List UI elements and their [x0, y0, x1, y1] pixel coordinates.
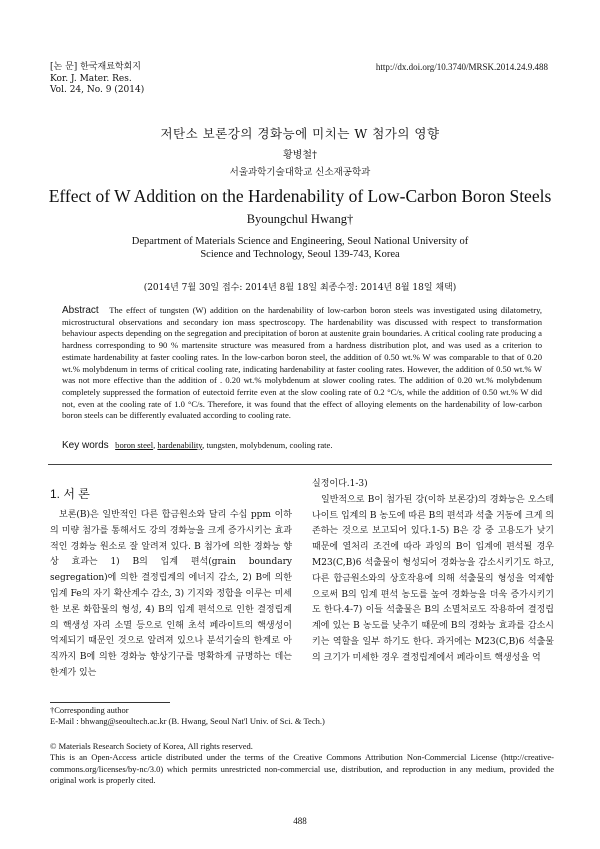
- corresponding-footnote: [50, 705, 554, 728]
- english-title: Effect of W Addition on the Hardenability of Low-Carbon Boron Steels: [48, 186, 552, 206]
- korean-title: 저탄소 보론강의 경화능에 미치는 W 첨가의 영향: [160, 126, 440, 141]
- author-email: E-Mail : bhwang@seoultech.ac.kr (B. Hwang, Seoul Nat'l Univ. of Sci. & Tech.): [50, 716, 325, 727]
- journal-line: Vol. 24, No. 9 (2014): [50, 85, 145, 95]
- corresponding-author: †Corresponding author: [50, 705, 129, 715]
- journal-info: [50, 62, 144, 97]
- copyright-notice: © Materials Research Society of Korea, All rights reserved.: [50, 741, 253, 751]
- keyword: molybdenum: [239, 440, 286, 450]
- keywords-label: Key words: [62, 440, 109, 451]
- license-footnote: [50, 741, 554, 787]
- paragraph: 보론(B)은 일반적인 다른 합금원소와 달리 수십 ppm 이하의 미량 첨가를 통해서도 강의 경화능을 크게 증가시키는 효과적인 경화능 원소로 잘 알려져 있다. B 첨가에 의한 경화능 향상 효과는 1) B의 입계 편석(grain boundary segregation)에 의한 결정립계의 에너지 감소, 2) B에 의한 입계 Fe의 자기 확산계수 감소, 3) 기지와 정합을 이루는 미세한 보론 화합물의 형성, 4) B의 입계 편석으로 인한 결정립계의 핵생성 자리 소멸 등으로 인해 초석 페라이트의 핵생성이 억제되기 때문인 것으로 알려져 있으나 분석기술의 한계로 아직까지 B에 의한 경화능 향상기구를 명확하게 규명하는 데는 한계가 있는: [50, 510, 292, 678]
- abstract-text: The effect of tungsten (W) addition on the hardenability of low-carbon boron steels was investigated using dilatometry, microstructural observations and secondary ion mass spectroscopy. The hardenability was discussed with respect to transformation behaviour aspects depending on the segregation and precipitation of boron at austenite grain boundaries. A critical cooling rate producing a hardness corresponding to 90 % martensite structure was measured from a hardness distribution plot, and was used as a criterion to estimate hardenability at faster cooling rates. In the low-carbon boron steel, the addition of 0.50 wt.% W was comparable to that of 0.20 wt.% molybdenum in terms of critical cooling rate, indicating hardenability at faster cooling rates. However, the addition of 0.50 wt.% W was not more effective than the addition of . 0.20 wt.% molybdenum at slower cooling rates. The addition of 0.20 wt.% molybdenum completely suppressed the formation of eutectoid ferrite even at the slow cooling rate of 0.2 °C/s, while the addition of 0.50 wt.% W did not, even at the cooling rate of 1.0 °C/s. Therefore, it was found that the effect of alloying elements on the hardenability of low-carbon boron steels can be differently evaluated according to cooling rate.: [62, 305, 542, 421]
- footnote-rule: [50, 702, 170, 703]
- abstract: [62, 305, 542, 422]
- section-divider: [48, 464, 552, 465]
- affiliation-line: Science and Technology, Seoul 139-743, Korea: [200, 249, 400, 260]
- keyword: tungsten: [206, 440, 236, 450]
- page-number: 488: [293, 816, 307, 826]
- keyword[interactable]: boron steel: [115, 440, 154, 450]
- paragraph: 실정이다.1-3): [312, 479, 368, 489]
- keywords: Key words boron steel, hardenability, tungsten, molybdenum, cooling rate.: [62, 440, 333, 451]
- journal-line: Kor. J. Mater. Res.: [50, 73, 132, 84]
- paragraph: 일반적으로 B이 첨가된 강(이하 보론강)의 경화능은 오스테나이트 입계의 B 농도에 따른 B의 편석과 석출 거동에 크게 의존하는 것으로 보고되어 있다.1-5) B은 강 중 고용도가 낮기 때문에 열처리 조건에 따라 과잉의 B이 입계에 편석될 경우 M23(C,B)6 석출물이 형성되어 경화능을 감소시키기도 하고, 다른 합금원소와의 상호작용에 의해 석출물의 형성을 억제함으로써 B의 입계 편석 농도를 높여 경화능을 더욱 증가시키기도 한다.4-7) 이들 석출물은 B의 소멸처로도 작용하여 결정립계에 있는 B 농도를 낮추기 때문에 B의 경화능 효과를 감소시키는 역할을 일부 하기도 한다. 과거에는 M23(C,B)6 석출물의 크기가 미세한 경우 결정립계에서 페라이트 핵생성을 억: [312, 494, 554, 663]
- doi-link[interactable]: http://dx.doi.org/10.3740/MRSK.2014.24.9.488: [375, 62, 548, 72]
- korean-author: 황병철†: [283, 150, 317, 161]
- keyword[interactable]: hardenability: [157, 440, 203, 450]
- keyword: cooling rate.: [289, 440, 333, 450]
- english-affiliation: [0, 235, 600, 261]
- affiliation-line: Department of Materials Science and Engineering, Seoul National University of: [131, 236, 469, 247]
- abstract-label: Abstract: [62, 305, 99, 316]
- license-text: This is an Open-Access article distributed under the terms of the Creative Commons Attribution Non-Commercial License (http://creative-commons.org/licenses/by-nc/3.0) which permits unrestricted non-commercial use, distribution, and reproduction in any medium, provided the original work is properly cited.: [50, 752, 554, 786]
- korean-affiliation: 서울과학기술대학교 신소재공학과: [229, 167, 371, 178]
- submission-dates: (2014년 7월 30일 접수: 2014년 8월 18일 최종수정: 2014년 8월 18일 채택): [143, 283, 457, 293]
- body-column-right: [312, 477, 554, 667]
- english-author: Byoungchul Hwang†: [246, 212, 354, 226]
- section-heading: 1. 서 론: [50, 487, 90, 501]
- body-column-left: [50, 508, 292, 682]
- journal-line: [논 문] 한국재료학회지: [50, 62, 141, 72]
